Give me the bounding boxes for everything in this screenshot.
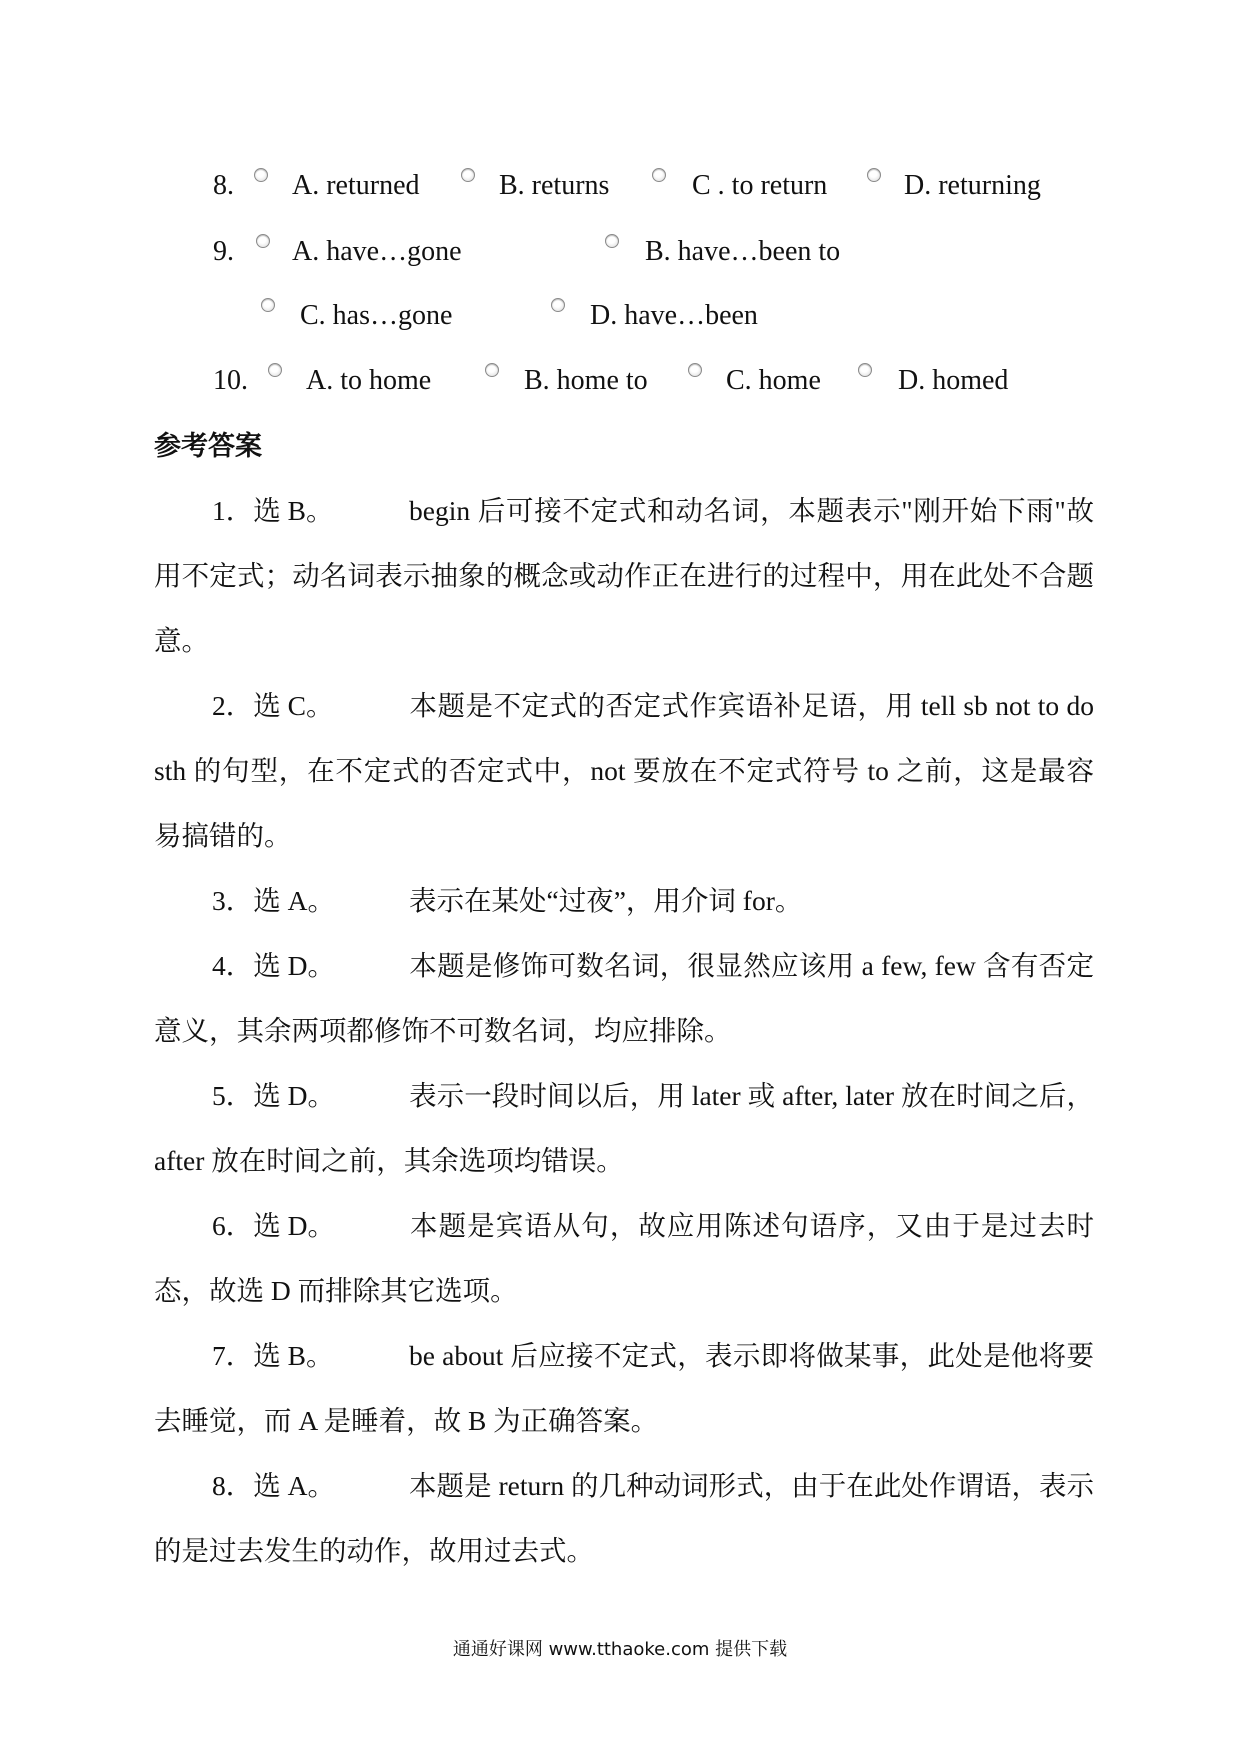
option-label: D. homed [898, 365, 1009, 396]
option-label: C. home [726, 365, 821, 396]
answer-tag: 3．选 A。 [212, 885, 335, 916]
answer-text: 本题是修饰可数名词，很显然应该用 a few, few 含有否定意义，其余两项都修饰不可数名词，均应排除。 [154, 950, 1094, 1046]
answer-text: begin 后可接不定式和动名词，本题表示"刚开始下雨"故用不定式；动名词表示抽象的概念或动作正在进行的过程中，用在此处不合题意。 [154, 495, 1094, 656]
answer-6 [154, 1193, 1094, 1323]
question-number: 9. [213, 236, 234, 267]
radio-option-c[interactable] [652, 168, 666, 182]
option-label: D. returning [904, 170, 1041, 201]
answer-tag: 7．选 B。 [212, 1340, 334, 1371]
question-9-continued [0, 292, 1240, 340]
answer-1 [154, 478, 1094, 673]
question-9 [0, 228, 1240, 276]
option-label: A. returned [292, 170, 420, 201]
option-label: B. have…been to [645, 236, 841, 267]
option-label: C. has…gone [300, 300, 453, 331]
question-10 [0, 357, 1240, 405]
answer-tag: 5．选 D。 [212, 1080, 335, 1111]
option-label: A. to home [306, 365, 432, 396]
answer-text: 本题是宾语从句，故应用陈述句语序，又由于是过去时态，故选 D 而排除其它选项。 [154, 1210, 1094, 1306]
answer-tag: 4．选 D。 [212, 950, 335, 981]
radio-option-d[interactable] [867, 168, 881, 182]
radio-option-a[interactable] [268, 363, 282, 377]
answer-tag: 2．选 C。 [212, 690, 334, 721]
answer-2 [154, 673, 1094, 868]
option-label: A. have…gone [292, 236, 462, 267]
question-number: 10. [213, 365, 248, 396]
answers-heading: 参考答案 [154, 431, 262, 462]
answer-tag: 6．选 D。 [212, 1210, 335, 1241]
radio-option-b[interactable] [461, 168, 475, 182]
answer-text: 表示在某处“过夜”，用介词 for。 [409, 885, 803, 916]
radio-option-b[interactable] [485, 363, 499, 377]
option-label: B. home to [524, 365, 648, 396]
option-label: D. have…been [590, 300, 758, 331]
answer-text: 本题是 return 的几种动词形式，由于在此处作谓语，表示的是过去发生的动作，故用过去式。 [154, 1470, 1094, 1566]
page-footer: 通通好课网 www.tthaoke.com 提供下载 [452, 1639, 788, 1660]
answer-text: 本题是不定式的否定式作宾语补足语，用 tell sb not to do sth 的句型，在不定式的否定式中，not 要放在不定式符号 to 之前，这是最容易搞错的。 [154, 690, 1094, 851]
option-label: C . to return [692, 170, 828, 201]
radio-option-d[interactable] [858, 363, 872, 377]
radio-option-b[interactable] [605, 234, 619, 248]
radio-option-d[interactable] [551, 298, 565, 312]
option-label: B. returns [499, 170, 610, 201]
answer-4 [154, 933, 1094, 1063]
answer-tag: 1．选 B。 [212, 495, 334, 526]
answer-tag: 8．选 A。 [212, 1470, 335, 1501]
question-8 [0, 162, 1240, 210]
answer-7 [154, 1323, 1094, 1453]
answer-text: be about 后应接不定式，表示即将做某事，此处是他将要去睡觉，而 A 是睡着，故 B 为正确答案。 [154, 1340, 1094, 1436]
answer-text: 表示一段时间以后，用 later 或 after, later 放在时间之后，after 放在时间之前，其余选项均错误。 [154, 1080, 1094, 1176]
radio-option-a[interactable] [256, 234, 270, 248]
answer-3 [154, 868, 1094, 933]
answer-8 [154, 1453, 1094, 1583]
answer-5 [154, 1063, 1094, 1193]
radio-option-c[interactable] [688, 363, 702, 377]
question-number: 8. [213, 170, 234, 201]
radio-option-c[interactable] [261, 298, 275, 312]
radio-option-a[interactable] [254, 168, 268, 182]
